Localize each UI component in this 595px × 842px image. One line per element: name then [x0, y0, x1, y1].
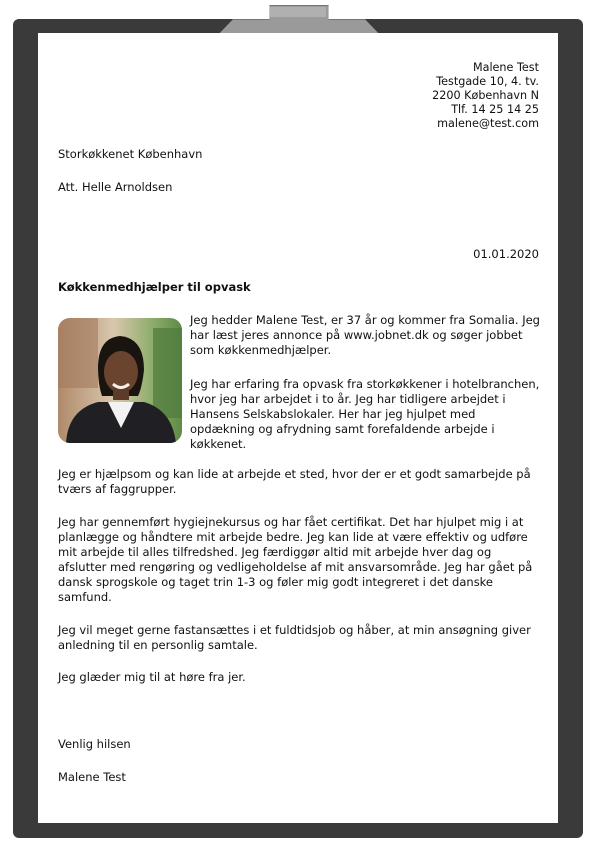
sender-city: 2200 København N: [432, 89, 539, 102]
sender-street: Testgade 10, 4. tv.: [436, 75, 539, 88]
letter-date: 01.01.2020: [473, 247, 539, 261]
signature-name: Malene Test: [58, 770, 126, 784]
body-paragraph-2: Jeg har erfaring fra opvask fra storkøkkener i hotelbranchen, hvor jeg har arbejdet i to år. Jeg har tidligere arbejdet i Hansens Selskabslokaler. Her har jeg hjulpet med opdækning og afrydning samt forefaldende arbejde i køkkenet.: [190, 377, 540, 451]
body-paragraph-6: Jeg glæder mig til at høre fra jer.: [58, 670, 246, 684]
letter-subject: Køkkenmedhjælper til opvask: [58, 280, 251, 294]
clipboard-clip-top: [270, 7, 326, 17]
recipient-company: Storkøkkenet København: [58, 147, 203, 161]
sender-address-block: [432, 61, 539, 131]
closing-phrase: Venlig hilsen: [58, 737, 131, 751]
sender-name: Malene Test: [472, 61, 539, 74]
letter-paper: [38, 33, 558, 823]
body-paragraph-1: Jeg hedder Malene Test, er 37 år og kommer fra Somalia. Jeg har læst jeres annonce på www.jobnet.dk og søger jobbet som køkkenmedhjælper.: [190, 313, 540, 357]
recipient-attention: Att. Helle Arnoldsen: [58, 180, 173, 194]
body-paragraph-5: Jeg vil meget gerne fastansættes i et fuldtidsjob og håber, at min ansøgning giver anledning til en personlig samtale.: [58, 623, 531, 652]
applicant-photo: [58, 318, 182, 443]
sender-phone: Tlf. 14 25 14 25: [451, 103, 539, 116]
body-paragraph-3: Jeg er hjælpsom og kan lide at arbejde et sted, hvor der er et godt samarbejde på tværs af faggrupper.: [58, 467, 531, 496]
body-paragraph-4: Jeg har gennemført hygiejnekursus og har fået certifikat. Det har hjulpet mig i at planlægge og håndtere mit arbejde bedre. Jeg kan lide at være effektiv og udføre mit arbejde til alles tilfredshed. Jeg færdiggør altid mit arbejde hver dag og afslutter med rengøring og vedligeholdelse af mit ansvarsområde. Jeg har gået på dansk sprogskole og taget trin 1-3 og føler mig godt integreret i det danske samfund.: [58, 515, 533, 604]
sender-email: malene@test.com: [437, 117, 539, 130]
